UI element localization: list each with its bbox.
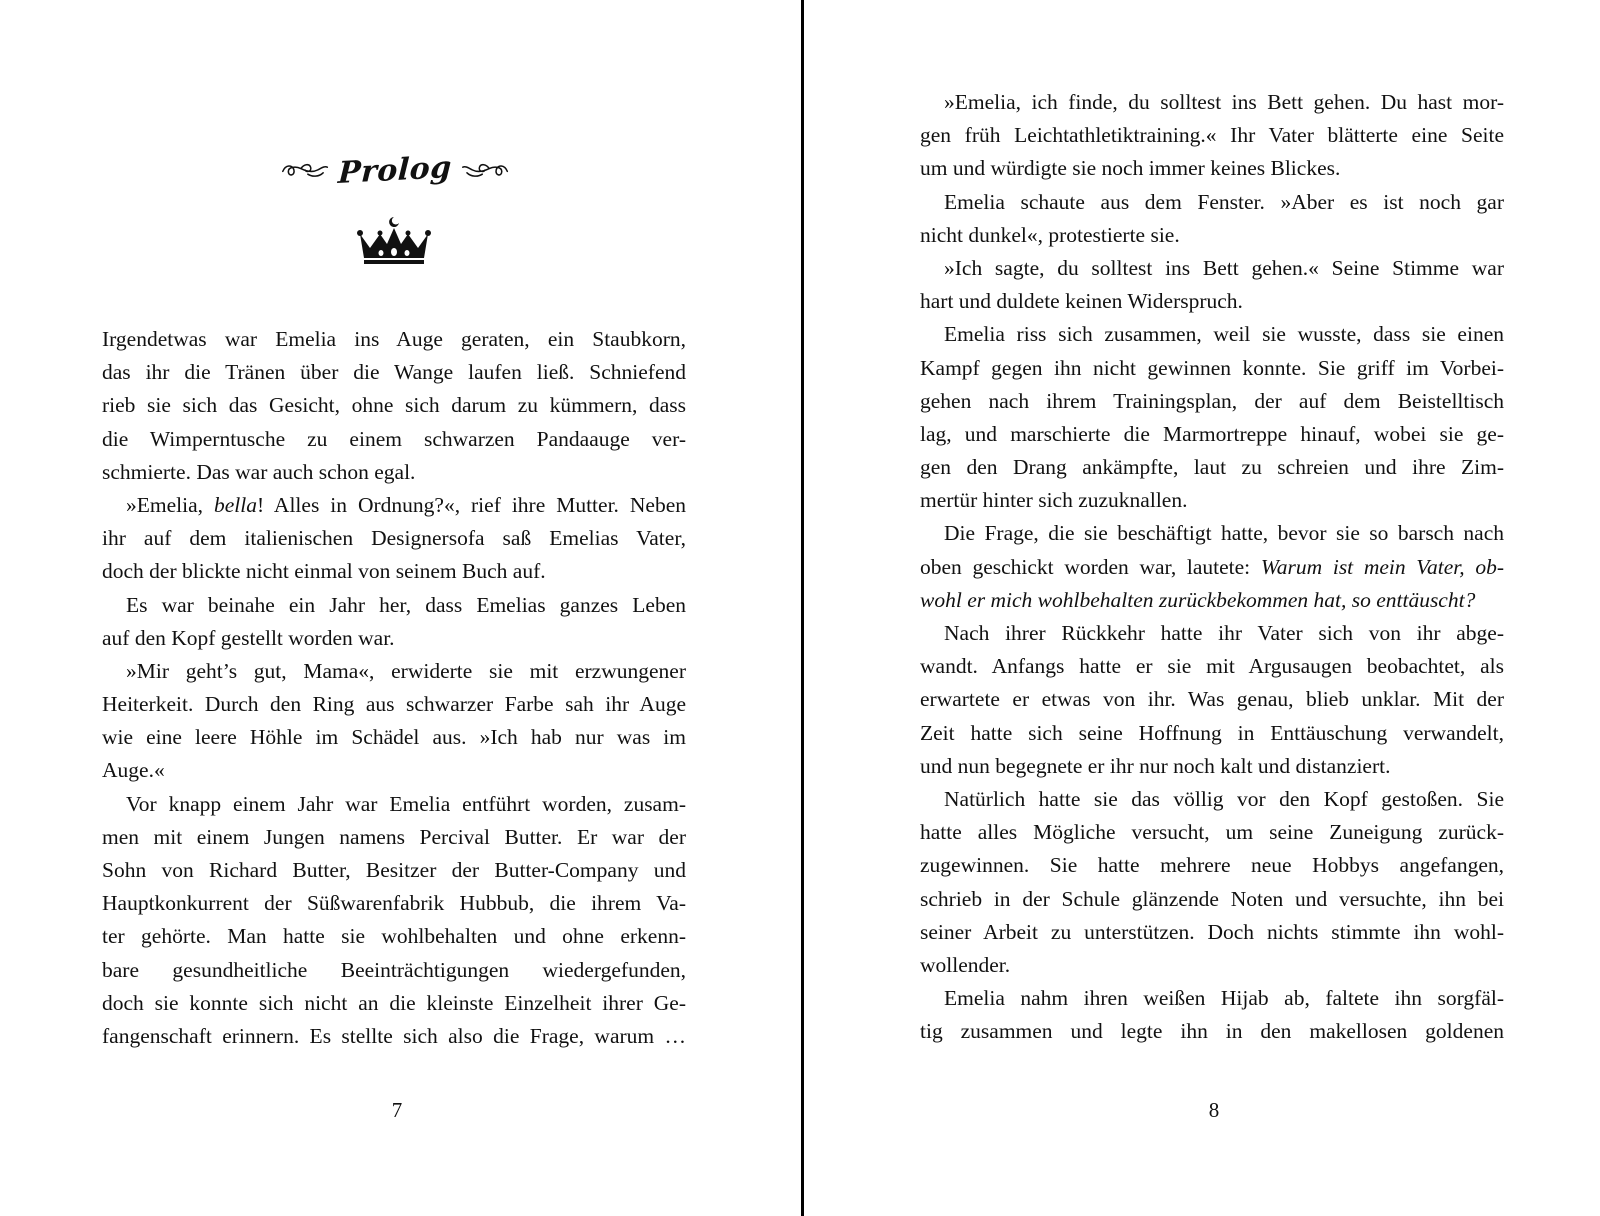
text-line: Die Frage, die sie beschäftigt hatte, bevor sie so barsch nach	[944, 521, 1504, 546]
text-line: rieb sie sich das Gesicht, ohne sich darum zu kümmern, dass	[102, 393, 686, 418]
text-line: Emelia nahm ihren weißen Hijab ab, faltete ihn sorgfäl-	[944, 986, 1504, 1011]
italic-word: bella	[213, 492, 257, 517]
text-line: mertür hinter sich zuzuknallen.	[920, 488, 1188, 513]
text-line: wandt. Anfangs hatte er sie mit Argusaugen beobachtet, als	[920, 654, 1504, 679]
text-line: Emelia schaute aus dem Fenster. »Aber es ist noch gar	[944, 189, 1504, 214]
text-line: nicht dunkel«, protestierte sie.	[920, 222, 1180, 247]
text-line: ter gehörte. Man hatte sie wohlbehalten und ohne erkenn-	[102, 924, 686, 949]
text-line: Irgendetwas war Emelia ins Auge geraten, ein Staubkorn,	[102, 327, 686, 351]
text-line: bare gesundheitliche Beeinträchtigungen wiedergefunden,	[102, 957, 686, 982]
text-line: Kampf gegen ihn nicht gewinnen konnte. Sie griff im Vorbei-	[920, 355, 1504, 380]
text-line: auf den Kopf gestellt worden war.	[102, 625, 395, 650]
text-line: men mit einem Jungen namens Percival Butter. Er war der	[102, 824, 686, 849]
text-line: »Emelia, ich finde, du solltest ins Bett gehen. Du hast mor-	[944, 90, 1504, 114]
right-page	[804, 0, 1600, 1216]
text-line: gehen nach ihrem Trainingsplan, der auf dem Beistelltisch	[920, 388, 1504, 413]
text-line: schmierte. Das war auch schon egal.	[102, 459, 416, 484]
crown-icon	[356, 214, 432, 266]
text-line: hatte alles Mögliche versucht, um seine Zuneigung zurück-	[920, 820, 1504, 845]
left-body-text	[102, 323, 686, 1053]
text-line: fangenschaft erinnern. Es stellte sich also die Frage, warum …	[102, 1023, 686, 1048]
text-line: doch sie konnte sich nicht an die kleinste Einzelheit ihrer Ge-	[102, 990, 686, 1015]
chapter-title: Prolog	[337, 149, 453, 191]
text-line: Vor knapp einem Jahr war Emelia entführt worden, zusam-	[126, 791, 686, 816]
text-line	[102, 489, 686, 522]
text-segment: »Emelia,	[126, 492, 214, 517]
text-line	[920, 551, 1504, 584]
text-line: Zeit hatte sich seine Hoffnung in Enttäuschung verwandelt,	[920, 720, 1504, 745]
text-line: das ihr die Tränen über die Wange laufen ließ. Schniefend	[102, 360, 686, 385]
text-line: wollender.	[920, 952, 1011, 977]
page-number: 8	[1208, 1098, 1220, 1122]
text-line: Hauptkonkurrent der Süßwarenfabrik Hubbub, die ihrem Va-	[102, 891, 686, 916]
text-line: Heiterkeit. Durch den Ring aus schwarzer Farbe sah ihr Auge	[102, 692, 686, 717]
text-segment: oben geschickt worden war, lautete:	[920, 554, 1261, 579]
text-line: Nach ihrer Rückkehr hatte ihr Vater sich von ihr abge-	[944, 621, 1504, 645]
text-line: schrieb in der Schule glänzende Noten und versuchte, ihn bei	[920, 886, 1504, 911]
text-segment: ! Alles in Ordnung?«, rief ihre Mutter. Neben	[256, 492, 687, 517]
text-line: Natürlich hatte sie das völlig vor den Kopf gestoßen. Sie	[944, 786, 1504, 811]
page-number: 7	[391, 1098, 403, 1122]
text-line: zugewinnen. Sie hatte mehrere neue Hobbys angefangen,	[920, 853, 1504, 878]
chapter-heading	[280, 140, 510, 200]
text-line: doch der blickte nicht einmal von seinem Buch auf.	[102, 559, 546, 584]
italic-text-line: wohl er mich wohlbehalten zurückbekommen hat, so enttäuscht?	[920, 587, 1476, 612]
flourish-right-icon	[460, 152, 510, 188]
italic-text: Warum ist mein Vater, ob-	[1260, 554, 1504, 579]
text-line: und nun begegnete er ihr nur noch kalt und distanziert.	[920, 753, 1391, 778]
text-line: die Wimperntusche zu einem schwarzen Pandaauge ver-	[102, 426, 686, 451]
text-line: wie eine leere Höhle im Schädel aus. »Ich hab nur was im	[102, 725, 686, 750]
text-line: seiner Arbeit zu unterstützen. Doch nichts stimmte ihn wohl-	[920, 919, 1504, 944]
text-line: »Mir geht’s gut, Mama«, erwiderte sie mit erzwungener	[126, 658, 686, 683]
text-line: tig zusammen und legte ihn in den makellosen goldenen	[920, 1019, 1504, 1044]
text-line: Es war beinahe ein Jahr her, dass Emelias ganzes Leben	[126, 592, 686, 617]
text-line: Auge.«	[102, 758, 165, 783]
text-line: »Ich sagte, du solltest ins Bett gehen.« Seine Stimme war	[944, 255, 1504, 280]
right-body-text	[920, 86, 1504, 1048]
text-line: Emelia riss sich zusammen, weil sie wusste, dass sie einen	[944, 322, 1504, 347]
text-line: um und würdigte sie noch immer keines Blickes.	[920, 156, 1341, 181]
text-line: lag, und marschierte die Marmortreppe hinauf, wobei sie ge-	[920, 421, 1504, 446]
text-line: gen früh Leichtathletiktraining.« Ihr Vater blätterte eine Seite	[920, 123, 1504, 148]
text-line: hart und duldete keinen Widerspruch.	[920, 289, 1243, 314]
text-line: Sohn von Richard Butter, Besitzer der Butter-Company und	[102, 858, 686, 882]
text-line: erwartete er etwas von ihr. Was genau, blieb unklar. Mit der	[920, 687, 1504, 712]
text-line: ihr auf dem italienischen Designersofa saß Emelias Vater,	[102, 526, 686, 551]
text-line: gen den Drang ankämpfte, laut zu schreien und ihre Zim-	[920, 455, 1504, 480]
flourish-left-icon	[280, 152, 330, 188]
